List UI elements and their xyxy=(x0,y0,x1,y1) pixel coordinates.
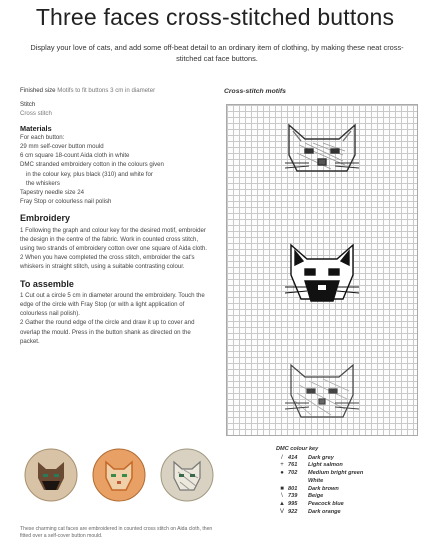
page-title: Three faces cross-stitched buttons xyxy=(35,4,395,30)
materials-line: For each button: xyxy=(20,133,65,141)
cross-stitch-chart xyxy=(226,104,418,436)
colour-key-row xyxy=(276,478,426,486)
cat-button-photo xyxy=(160,448,214,502)
stitch-label: Stitch xyxy=(20,101,36,109)
key-name: Dark grey xyxy=(308,454,334,461)
key-symbol: \ xyxy=(281,493,283,500)
colour-key-row xyxy=(276,486,426,494)
materials-line: 29 mm self-cover button mould xyxy=(20,143,104,151)
materials-line: the whiskers xyxy=(26,179,60,187)
materials-line: Fray Stop or colourless nail polish xyxy=(20,198,112,206)
orange-cat-button-icon xyxy=(92,448,146,502)
cat-button-photo xyxy=(24,448,78,502)
key-symbol: ■ xyxy=(280,485,284,492)
cat-motif-light xyxy=(285,365,359,417)
key-symbol: ● xyxy=(280,470,284,477)
photo-caption: These charming cat faces are embroidered in counted cross stitch on Aida cloth, then fitted over a self-cover button mould. xyxy=(20,526,213,540)
instructions-column xyxy=(20,86,210,346)
finished-size-line xyxy=(20,86,210,95)
intro-text: Display your love of cats, and add some off-beat detail to an ordinary item of clothing, by making these neat cross-stitched cat face buttons. xyxy=(30,43,404,63)
assemble-step: 1 Cut out a circle 5 cm in diameter around the embroidery. Touch the edge of the circle with Fray Stop (or with a light application of colourless nail polish). xyxy=(20,291,205,318)
embroidery-step: 2 When you have completed the cross stitch, embroider the cat's whiskers in straight stitch, using a suitable contrasting colour. xyxy=(20,254,195,271)
cat-motif-dark xyxy=(285,245,359,301)
key-name: Light salmon xyxy=(308,462,343,469)
materials-line: DMC stranded embroidery cotton in the colours given xyxy=(20,161,164,169)
grey-cat-button-icon xyxy=(160,448,214,502)
dark-cat-button-icon xyxy=(24,448,78,502)
key-number: 739 xyxy=(288,493,298,500)
key-name: Peacock blue xyxy=(308,500,344,507)
embroidery-heading: Embroidery xyxy=(20,213,71,224)
stitch-value: Cross stitch xyxy=(20,110,52,118)
key-symbol: / xyxy=(281,454,283,461)
materials-line: in the colour key, plus black (310) and white for xyxy=(26,170,153,178)
materials-line: 6 cm square 18-count Aida cloth in white xyxy=(20,152,130,160)
cat-motif-grey xyxy=(285,125,359,171)
colour-key-row xyxy=(276,455,426,463)
key-symbol: ▲ xyxy=(279,500,285,507)
key-symbol: + xyxy=(280,462,284,469)
materials-heading: Materials xyxy=(20,123,52,133)
key-name: White xyxy=(308,477,324,484)
assemble-step: 2 Gather the round edge of the circle and draw it up to cover and overlap the mould. Press in the button shank as directed on the packet. xyxy=(20,319,195,345)
key-number: 761 xyxy=(288,462,298,469)
key-number: 414 xyxy=(288,454,298,461)
motif-drawings xyxy=(227,105,417,435)
assemble-heading: To assemble xyxy=(20,278,74,289)
materials-line: Tapestry needle size 24 xyxy=(20,189,85,197)
key-name: Medium bright green xyxy=(308,470,364,477)
key-symbol: V xyxy=(279,508,284,515)
finished-size-value: Motifs to fit buttons 3 cm in diameter xyxy=(57,87,156,94)
colour-key-row xyxy=(276,493,426,501)
colour-key xyxy=(276,446,426,516)
finished-size-label: Finished size xyxy=(20,87,56,94)
key-name: Beige xyxy=(308,493,324,500)
key-number: 801 xyxy=(288,485,298,492)
colour-key-row xyxy=(276,462,426,470)
key-name: Dark orange xyxy=(308,508,341,515)
colour-key-title: DMC colour key xyxy=(276,446,319,452)
cat-button-photo xyxy=(92,448,146,502)
motifs-title: Cross-stitch motifs xyxy=(224,88,286,95)
key-number: 995 xyxy=(288,500,298,507)
key-number: 922 xyxy=(288,508,298,515)
colour-key-row xyxy=(276,470,426,478)
colour-key-row xyxy=(276,509,426,517)
key-number: 702 xyxy=(288,470,298,477)
colour-key-row xyxy=(276,501,426,509)
button-photos xyxy=(20,448,220,514)
key-name: Dark brown xyxy=(308,485,339,492)
embroidery-step: 1 Following the graph and colour key for the desired motif, embroider the design in the centre of the fabric. Work in counted cross stitch, using two strands of embroidery cotton over one square of Aida cloth. xyxy=(20,226,207,253)
